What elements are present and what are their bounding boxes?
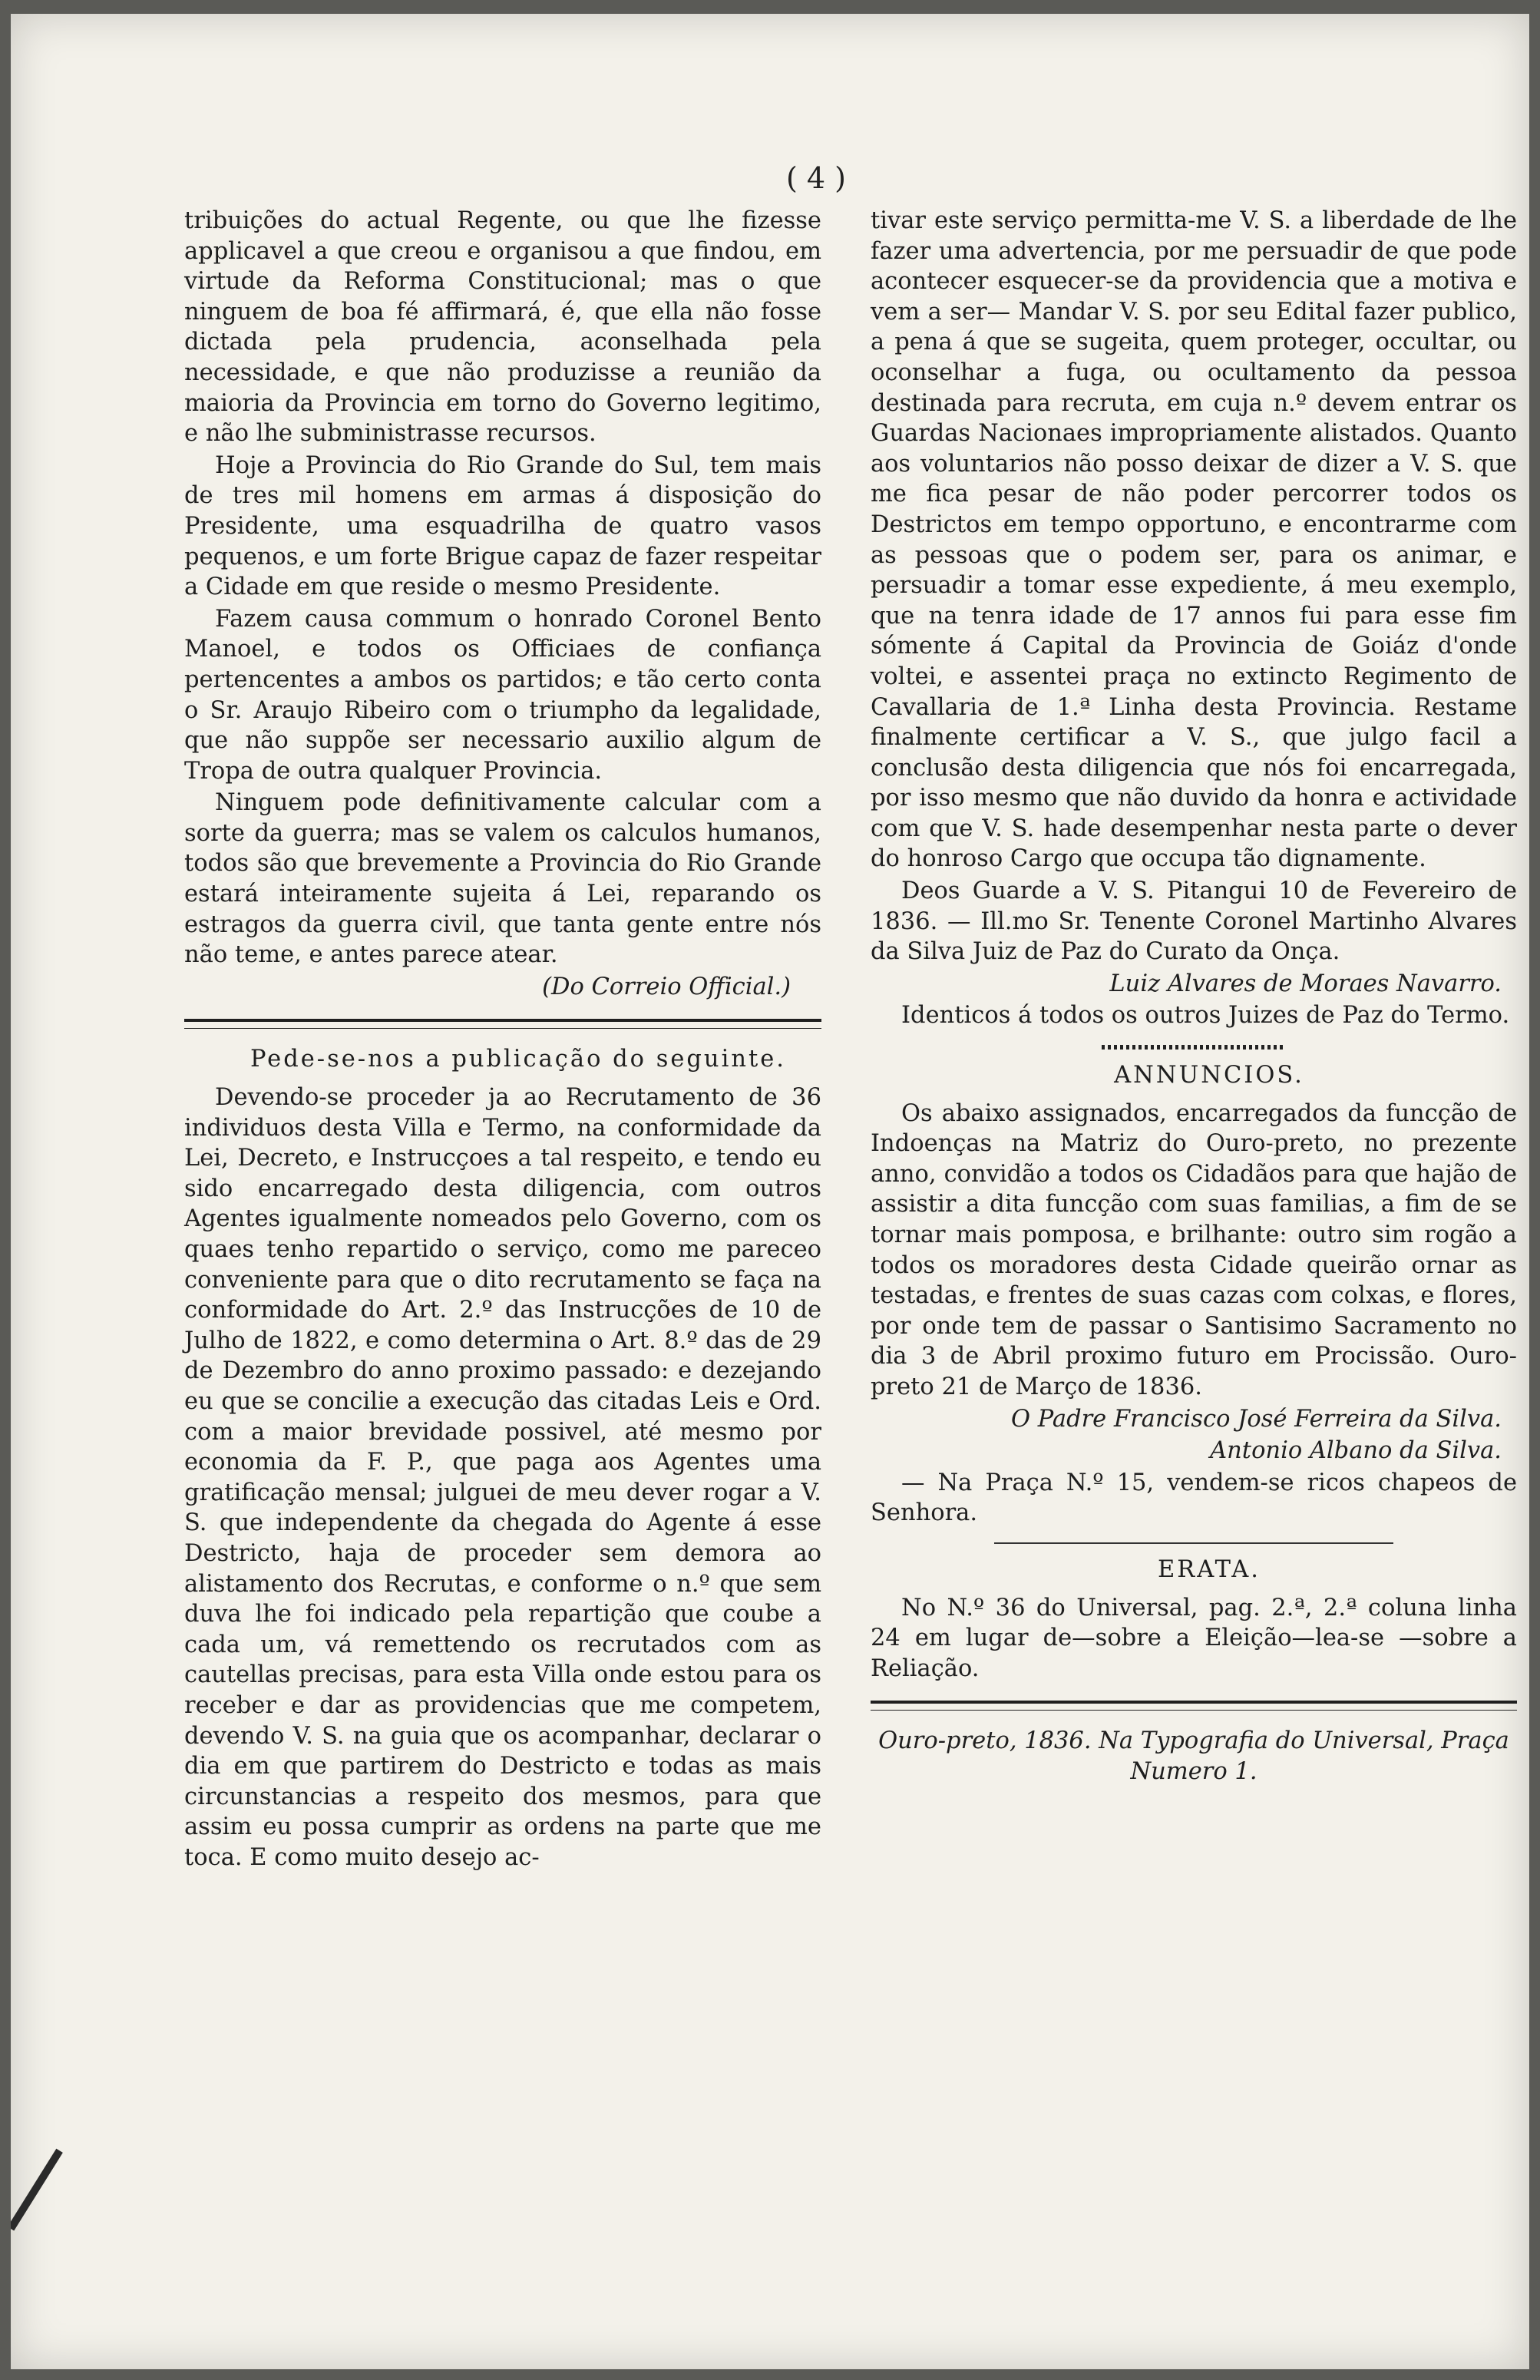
left-paragraph-4: Ninguem pode definitivamente calcular com a sorte da guerra; mas se valem os calculos humanos, todos são que brevemente a Provincia do Rio Grande estará inteiramente sujeita á Lei, reparando os estragos da guerra civil, que tanta gente entre nós não teme, e antes parece atear. xyxy=(184,789,821,969)
imprint: Ouro-preto, 1836. Na Typografia do Universal, Praça Numero 1. xyxy=(878,1727,1509,1785)
publication-request-heading: Pede-se-nos a publicação do seguinte. xyxy=(250,1046,786,1073)
right-paragraph-4: Os abaixo assignados, encarregados da funcção de Indoenças na Matriz do Ouro-preto, no prezente anno, convidão a todos os Cidadãos para que hajão de assistir a dita funcção com suas familias, a fim de se tornar mais pomposa, e brilhante: outro sim rogão a todos os moradores desta Cidade queirão ornar as testadas, e frentes de suas cazas com colxas, e flores, por onde tem de passar o Santisimo Sacramento no dia 3 de Abril proximo futuro em Procissão. Ouro-preto 21 de Março de 1836. xyxy=(871,1099,1517,1400)
pen-icon xyxy=(11,2149,63,2231)
right-paragraph-3: Identicos á todos os outros Juizes de Paz do Termo. xyxy=(901,1002,1510,1030)
signature-1: O Padre Francisco José Ferreira da Silva. xyxy=(1011,1405,1502,1433)
section-divider xyxy=(184,1019,821,1029)
left-column xyxy=(184,206,821,1873)
right-paragraph-5: — Na Praça N.º 15, vendem-se ricos chapeos de Senhora. xyxy=(871,1469,1517,1527)
signature-2: Antonio Albano da Silva. xyxy=(1210,1437,1502,1465)
left-paragraph-5: Devendo-se proceder ja ao Recrutamento de 36 individuos desta Villa e Termo, na conformidade da Lei, Decreto, e Instrucçoes a tal respeito, e tendo eu sido encarregado desta diligencia, com outros Agentes igualmente nomeados pelo Governo, com os quaes tenho repartido o serviço, como me pareceo conveniente para que o dito recrutamento se faça na conformidade do Art. 2.º das Instrucções de 10 de Julho de 1822, e como determina o Art. 8.º das de 29 de Dezembro do anno proximo passado: e dezejando eu que se concilie a execução das citadas Leis e Ord. com a maior brevidade possivel, até mesmo por economia da F. P., que paga aos Agentes uma gratificação mensal; julguei de meu dever rogar a V. S. que independente da chegada do Agente á esse Destricto, haja de proceder sem demora ao alistamento dos Recrutas, e conforme o n.º que sem duva lhe foi indicado pela repartição que coube a cada um, vá remettendo os recrutados com as cautellas precisas, para esta Villa onde estou para os receber e dar as providencias que me competem, devendo V. S. na guia que os acompanhar, declarar o dia em que partirem do Destricto e todas as mais circunstancias a respeito dos mesmos, para que assim eu possa cumprir as ordens na parte que me toca. E como muito desejo ac- xyxy=(184,1084,821,1871)
imprint-divider xyxy=(871,1701,1517,1711)
erata-heading: ERATA. xyxy=(1158,1555,1261,1583)
ornamental-divider xyxy=(1102,1045,1286,1050)
divider-line xyxy=(994,1542,1393,1544)
left-paragraph-3: Fazem causa commum o honrado Coronel Bento Manoel, e todos os Officiaes de confiança pertencentes a ambos os partidos; e tão certo conta o Sr. Araujo Ribeiro com o triumpho da legalidade, que não suppõe ser necessario auxilio algum de Tropa de outra qualquer Provincia. xyxy=(184,605,821,785)
source-credit: (Do Correio Official.) xyxy=(542,973,791,1000)
page-number: ( 4 ) xyxy=(786,161,846,195)
newspaper-page xyxy=(11,14,1529,2369)
annuncios-heading: ANNUNCIOS. xyxy=(1114,1062,1304,1089)
right-paragraph-2: Deos Guarde a V. S. Pitangui 10 de Fevereiro de 1836. — Ill.mo Sr. Tenente Coronel Martinho Alvares da Silva Juiz de Paz do Curato da Onça. xyxy=(871,878,1517,966)
signature: Luiz Alvares de Moraes Navarro. xyxy=(1109,970,1502,997)
right-paragraph-6: No N.º 36 do Universal, pag. 2.ª, 2.ª coluna linha 24 em lugar de—sobre a Eleição—lea-se —sobre a Reliação. xyxy=(871,1594,1517,1682)
left-paragraph-2: Hoje a Provincia do Rio Grande do Sul, tem mais de tres mil homens em armas á disposição do Presidente, uma esquadrilha de quatro vasos pequenos, e um forte Brigue capaz de fazer respeitar a Cidade em que reside o mesmo Presidente. xyxy=(184,451,821,601)
left-paragraph-1: tribuições do actual Regente, ou que lhe fizesse applicavel a que creou e organisou a que findou, em virtude da Reforma Constitucional; mas o que ninguem de boa fé affirmará, é, que ella não fosse dictada pela prudencia, aconselhada pela necessidade, e que não produzisse a reunião da maioria da Provincia em torno do Governo legitimo, e não lhe subministrasse recursos. xyxy=(184,207,821,448)
right-column xyxy=(871,206,1517,1787)
right-paragraph-1: tivar este serviço permitta-me V. S. a liberdade de lhe fazer uma advertencia, por me persuadir de que pode acontecer esquecer-se da providencia que a motiva e vem a ser— Mandar V. S. por seu Edital fazer publico, a pena á que se sugeita, quem proteger, occultar, ou oconselhar a fuga, ou ocultamento da pessoa destinada para recruta, em cuja n.º devem entrar os Guardas Nacionaes impropriamente alistados. Quanto aos voluntarios não posso deixar de dizer a V. S. que me fica pesar de não poder percorrer todos os Destrictos em tempo opportuno, e encontrarme com as pessoas que o podem ser, para os animar, e persuadir a tomar esse expediente, á meu exemplo, que na tenra idade de 17 annos fui para esse fim sómente á Capital da Provincia de Goiáz d'onde voltei, e assentei praça no extincto Regimento de Cavallaria de 1.ª Linha desta Provincia. Restame finalmente certificar a V. S., que julgo facil a conclusão desta diligencia que nós foi encarregada, por isso mesmo que não duvido da honra e actividade com que V. S. hade desempenhar nesta parte o dever do honroso Cargo que occupa tão dignamente. xyxy=(871,207,1517,873)
